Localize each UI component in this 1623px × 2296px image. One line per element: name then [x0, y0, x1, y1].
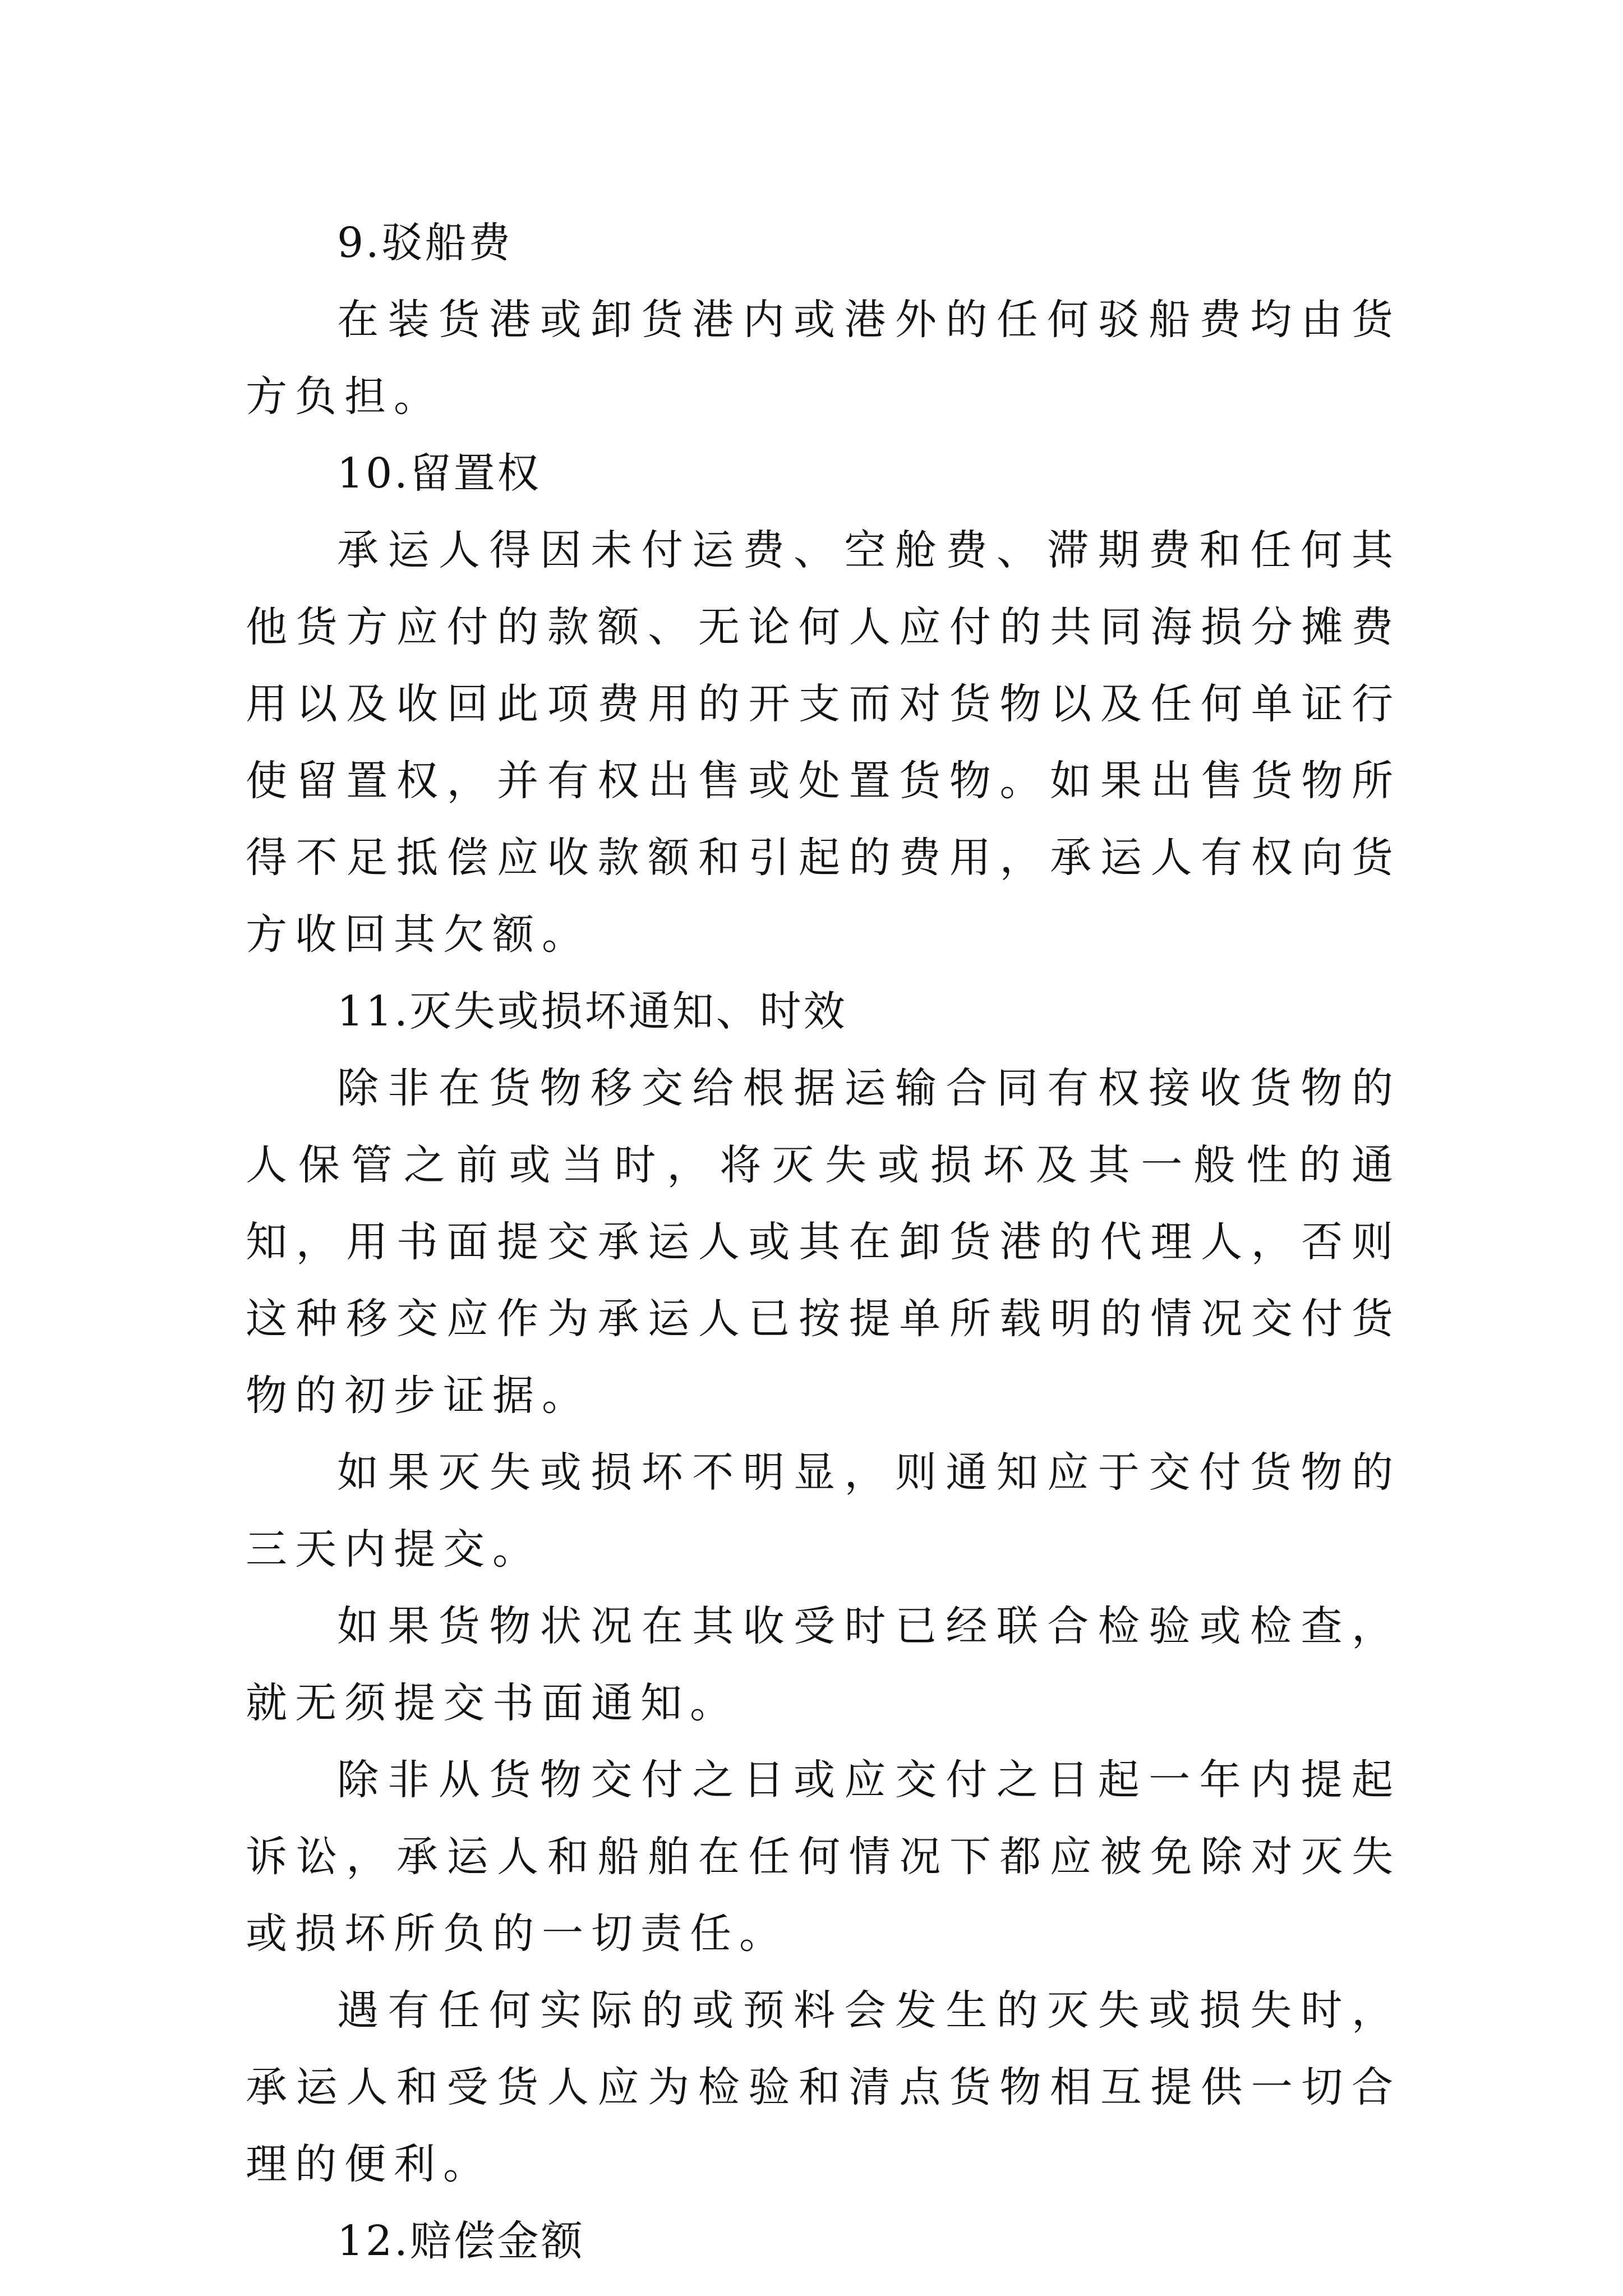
paragraph-notice-3: 如果货物状况在其收受时已经联合检验或检查，就无须提交书面通知。 [246, 1602, 1401, 1727]
section-heading-lien: 10.留置权 [337, 449, 541, 498]
paragraph-lien: 承运人得因未付运费、空舱费、滞期费和任何其他货方应付的款额、无论何人应付的共同海损分摊费用以及收回此项费用的开支而对货物以及任何单证行使留置权，并有权出售或处置货物。如果出售货物所得不足抵偿应收款额和引起的费用，承运人有权向货方收回其欠额。 [246, 526, 1401, 959]
paragraph-notice-5: 遇有任何实际的或预料会发生的灭失或损失时，承运人和受货人应为检验和清点货物相互提供一切合理的便利。 [246, 1986, 1401, 2188]
section-heading-compensation: 12.赔偿金额 [337, 2217, 585, 2265]
paragraph-lighterage: 在装货港或卸货港内或港外的任何驳船费均由货方负担。 [246, 296, 1401, 421]
paragraph-notice-4: 除非从货物交付之日或应交付之日起一年内提起诉讼，承运人和船舶在任何情况下都应被免除对灭失或损坏所负的一切责任。 [246, 1756, 1401, 1958]
document-body [246, 205, 1401, 2280]
section-heading-lighterage: 9.驳船费 [337, 219, 513, 267]
section-heading-notice-of-loss: 11.灭失或损坏通知、时效 [337, 987, 847, 1036]
paragraph-notice-1: 除非在货物移交给根据运输合同有权接收货物的人保管之前或当时，将灭失或损坏及其一般性的通知，用书面提交承运人或其在卸货港的代理人，否则这种移交应作为承运人已按提单所载明的情况交付货物的初步证据。 [246, 1064, 1401, 1420]
paragraph-notice-2: 如果灭失或损坏不明显，则通知应于交付货物的三天内提交。 [246, 1448, 1401, 1573]
